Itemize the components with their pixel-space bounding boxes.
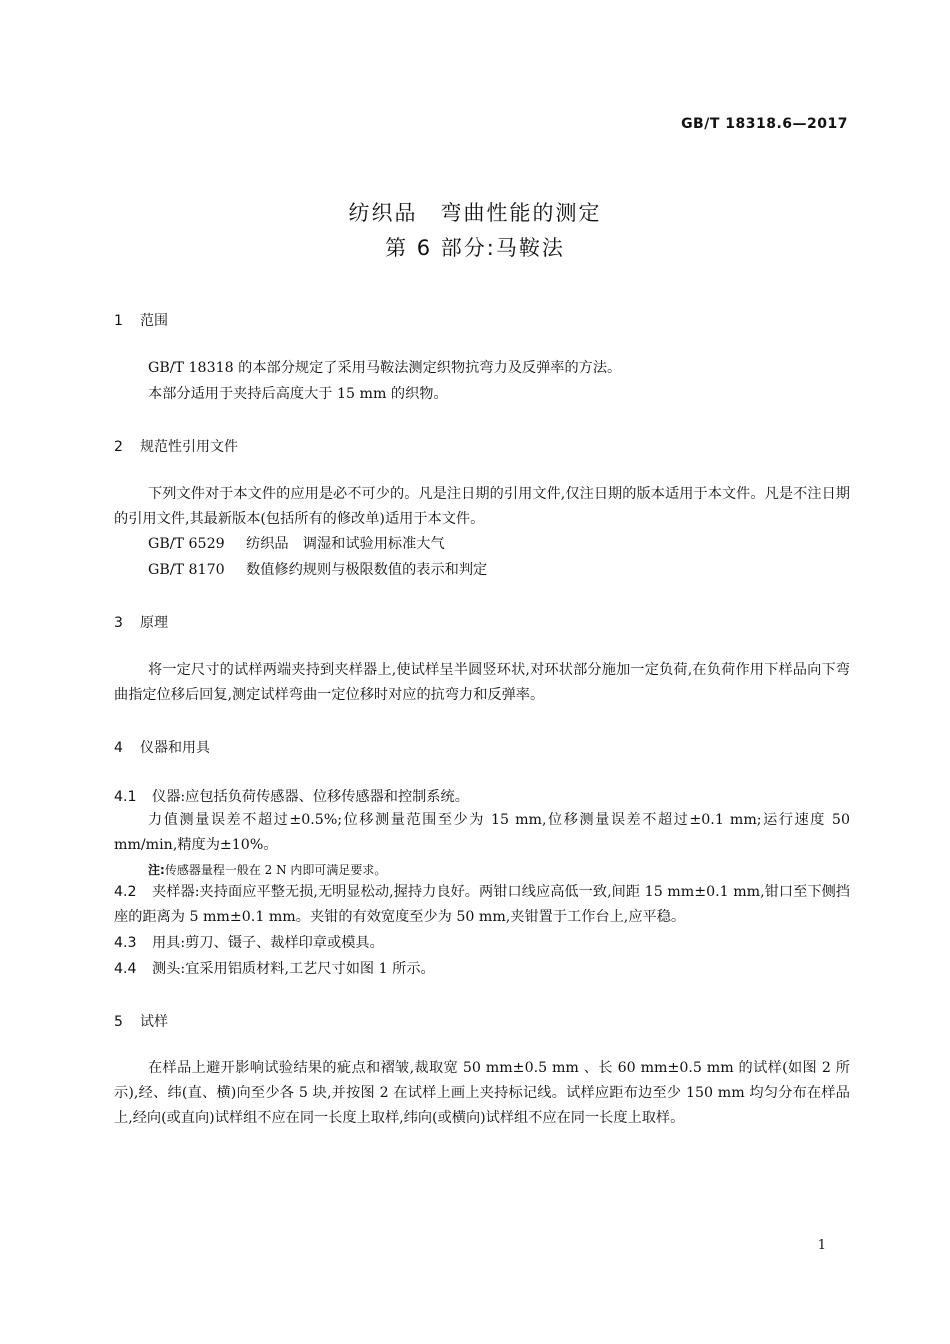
- section-number: 3: [114, 615, 123, 631]
- section-number: 1: [114, 313, 123, 329]
- section-title: 仪器和用具: [140, 740, 210, 756]
- section-5-heading: [114, 1011, 168, 1031]
- document-title-line1: 纺织品 弯曲性能的测定: [348, 201, 602, 225]
- section-3-heading: [114, 612, 168, 632]
- clause-4-4: [114, 958, 435, 978]
- section-title: 范围: [140, 313, 168, 329]
- clause-text: 测头:宜采用铝质材料,工艺尺寸如图 1 所示。: [152, 961, 435, 977]
- section-number: 2: [114, 439, 123, 455]
- section-number: 5: [114, 1014, 123, 1030]
- standard-number: GB/T 18318.6—2017: [681, 116, 848, 132]
- reference-title: 数值修约规则与极限数值的表示和判定: [246, 562, 488, 578]
- section-3-paragraph-1: 将一定尺寸的试样两端夹持到夹样器上,使试样呈半圆竖环状,对环状部分施加一定负荷,在负荷作用下样品向下弯曲指定位移后回复,测定试样弯曲一定位移时对应的抗弯力和反弹率。: [114, 662, 850, 703]
- page-number: 1: [817, 1238, 826, 1253]
- clause-number: 4.2: [114, 884, 137, 900]
- section-2-heading: [114, 436, 238, 456]
- section-number: 4: [114, 740, 123, 756]
- note-label: 注:: [148, 863, 165, 877]
- section-1-paragraph-1: GB/T 18318 的本部分规定了采用马鞍法测定织物抗弯力及反弹率的方法。: [148, 360, 622, 376]
- section-1-paragraph-2: 本部分适用于夹持后高度大于 15 mm 的织物。: [148, 386, 448, 402]
- section-title: 原理: [140, 615, 168, 631]
- section-4-heading: [114, 737, 210, 757]
- clause-4-1-paragraph: 力值测量误差不超过±0.5%;位移测量范围至少为 15 mm,位移测量误差不超过±0.1 mm;运行速度 50 mm/min,精度为±10%。: [114, 812, 850, 853]
- section-2-paragraph-1: 下列文件对于本文件的应用是必不可少的。凡是注日期的引用文件,仅注日期的版本适用于本文件。凡是不注日期的引用文件,其最新版本(包括所有的修改单)适用于本文件。: [114, 486, 850, 527]
- clause-number: 4.1: [114, 789, 137, 805]
- reference-code: GB/T 8170: [148, 562, 225, 578]
- clause-number: 4.4: [114, 961, 137, 977]
- section-5-paragraph-1: 在样品上避开影响试验结果的疵点和褶皱,裁取宽 50 mm±0.5 mm 、长 60 mm±0.5 mm 的试样(如图 2 所示),经、纬(直、横)向至少各 5 块,并按图 2 在试样上画上夹持标记线。试样应距布边至少 150 mm 均匀分布在样品上,经向(或直向)试样组不应在同一长度上取样,纬向(或横向)试样组不应在同一长度上取样。: [114, 1060, 850, 1126]
- reference-code: GB/T 6529: [148, 536, 225, 552]
- clause-text: 用具:剪刀、镊子、裁样印章或模具。: [152, 935, 384, 951]
- clause-4-2: [114, 880, 850, 930]
- normative-reference: [148, 559, 487, 579]
- normative-reference: [148, 533, 445, 553]
- clause-text: 夹样器:夹持面应平整无损,无明显松动,握持力良好。两钳口线应高低一致,间距 15 mm±0.1 mm,钳口至下侧挡座的距离为 5 mm±0.1 mm。夹钳的有效宽度至少为 50 mm,夹钳置于工作台上,应平稳。: [114, 884, 850, 925]
- section-title: 试样: [140, 1014, 168, 1030]
- reference-title: 纺织品 调湿和试验用标准大气: [246, 536, 445, 552]
- clause-text: 仪器:应包括负荷传感器、位移传感器和控制系统。: [152, 789, 469, 805]
- note-text: 传感器量程一般在 2 N 内即可满足要求。: [164, 863, 387, 877]
- clause-4-1: [114, 786, 469, 806]
- document-title-line2: 第 6 部分:马鞍法: [385, 236, 565, 260]
- section-1-heading: [114, 310, 168, 330]
- note: [148, 861, 386, 878]
- clause-4-3: [114, 932, 384, 952]
- section-title: 规范性引用文件: [140, 439, 238, 455]
- clause-number: 4.3: [114, 935, 137, 951]
